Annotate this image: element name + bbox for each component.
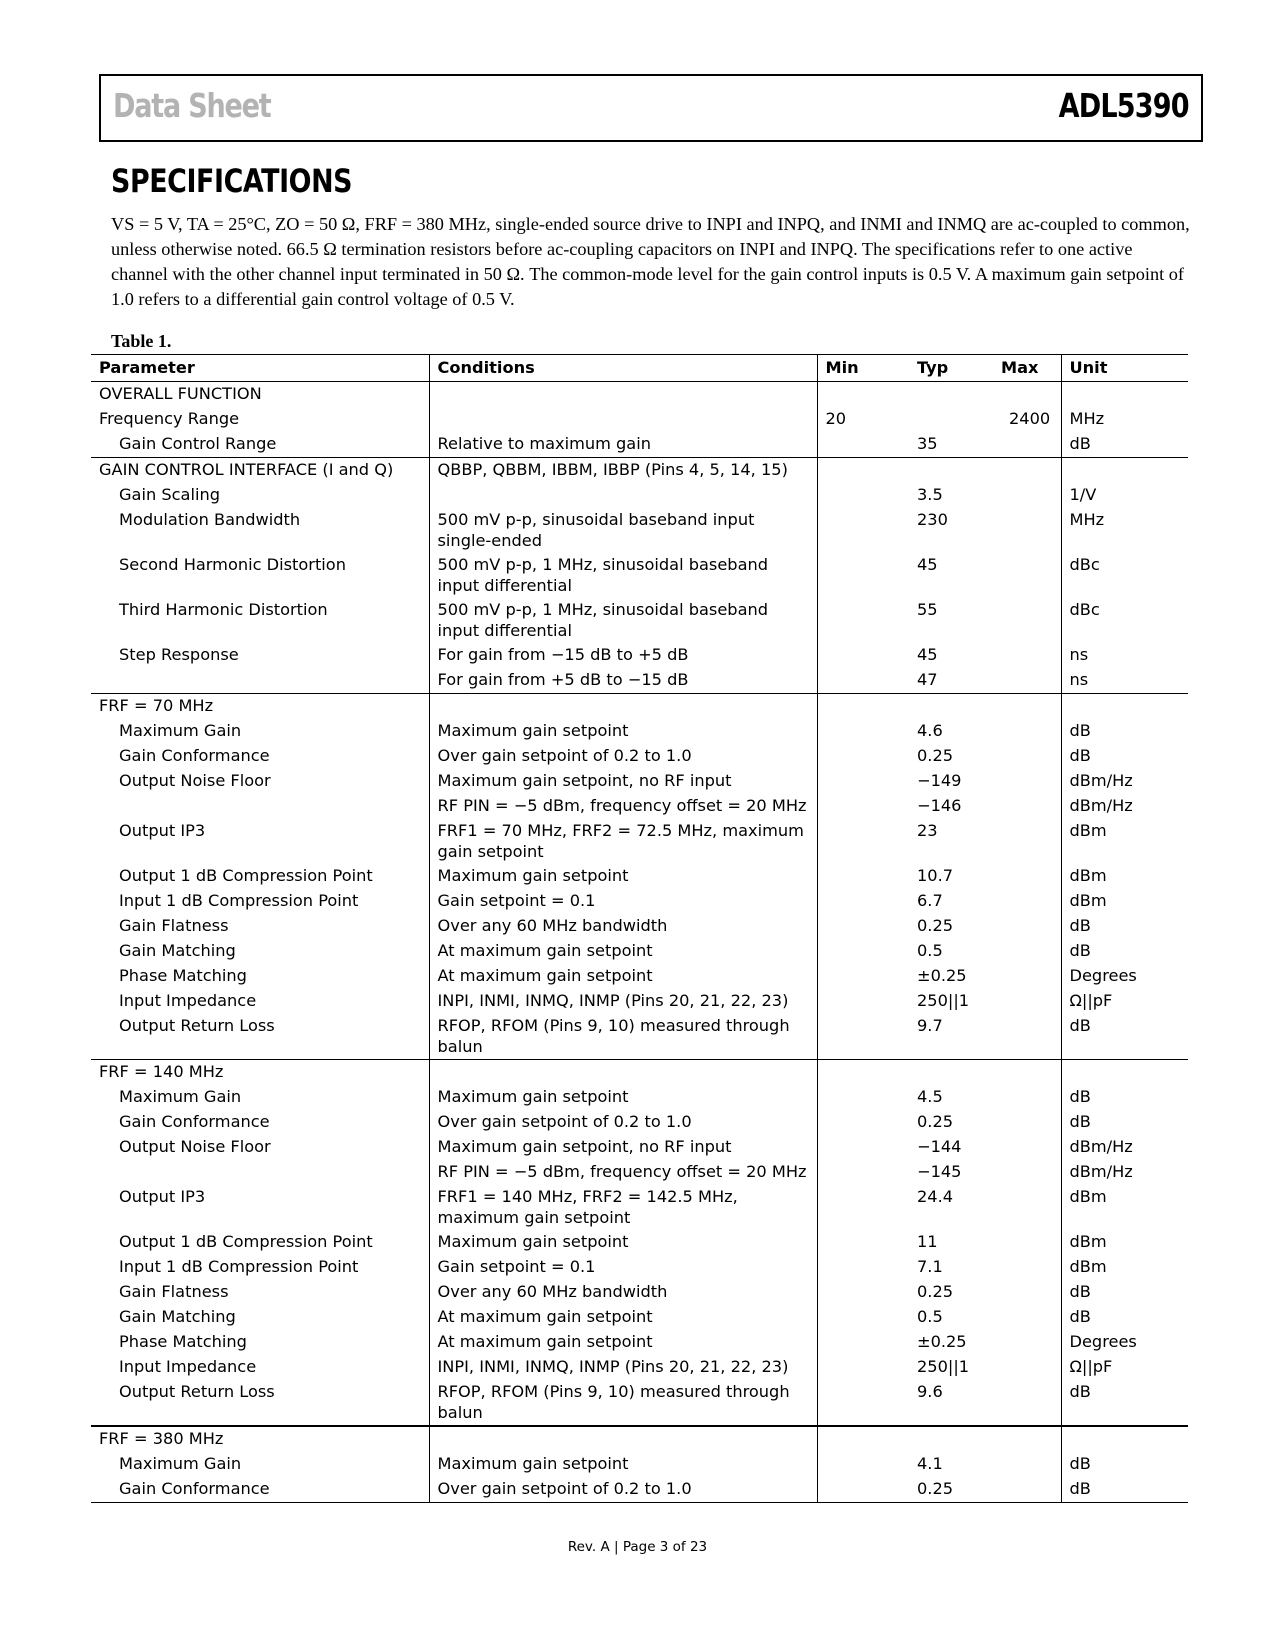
cell-parameter: FRF = 380 MHz — [91, 1426, 429, 1452]
cell-unit: dB — [1069, 941, 1091, 960]
cell-unit: dB — [1069, 916, 1091, 935]
table-row — [91, 1452, 1188, 1477]
table-row — [91, 889, 1188, 914]
cell-unit: dBc — [1069, 600, 1100, 619]
header-part-number: ADL5390 — [1058, 86, 1189, 125]
cell-min — [817, 1085, 909, 1110]
cell-conditions: Over gain setpoint of 0.2 to 1.0 — [429, 744, 817, 769]
cell-typ: 0.25 — [917, 1282, 954, 1301]
cell-conditions: Relative to maximum gain — [429, 432, 817, 458]
cell-min — [817, 1477, 909, 1503]
cell-max — [1001, 1135, 1061, 1160]
cell-max — [1001, 553, 1061, 598]
cell-unit: dBm/Hz — [1069, 796, 1133, 815]
cell-typ: 0.25 — [909, 1477, 1001, 1503]
cell-unit: dBm/Hz — [1069, 1137, 1133, 1156]
header-conditions: Conditions — [429, 355, 817, 382]
cell-unit: dB — [1069, 721, 1091, 740]
table-row — [91, 914, 1188, 939]
table-row — [91, 1230, 1188, 1255]
cell-typ — [909, 694, 1001, 720]
cell-typ: −149 — [917, 771, 962, 790]
cell-max — [1001, 1160, 1061, 1185]
cell-typ: 0.25 — [917, 916, 954, 935]
table-row — [91, 1160, 1188, 1185]
cell-min — [817, 1060, 909, 1086]
cell-unit: dB — [1069, 1307, 1091, 1326]
table-row — [91, 1355, 1188, 1380]
cell-unit — [1061, 1060, 1188, 1086]
cell-min — [817, 1255, 909, 1280]
specifications-table — [91, 354, 1188, 1503]
table-row — [91, 598, 1188, 643]
cell-conditions: Maximum gain setpoint — [429, 1230, 817, 1255]
table-row — [91, 989, 1188, 1014]
cell-conditions: 500 mV p-p, 1 MHz, sinusoidal baseband input differential — [429, 598, 817, 643]
cell-min — [817, 889, 909, 914]
cell-unit: dBm — [1069, 1257, 1107, 1276]
cell-min — [817, 864, 909, 889]
intro-paragraph — [111, 212, 1191, 312]
cell-max — [1001, 939, 1061, 964]
cell-min — [817, 643, 909, 668]
cell-typ: ±0.25 — [917, 966, 967, 985]
cell-conditions: Maximum gain setpoint — [429, 1452, 817, 1477]
cell-max — [1001, 744, 1061, 769]
table-row — [91, 1477, 1188, 1503]
table-group-row — [91, 694, 1188, 720]
cell-typ: 0.5 — [917, 1307, 943, 1326]
cell-unit: ns — [1069, 645, 1089, 664]
cell-conditions: 500 mV p-p, sinusoidal baseband input single-ended — [429, 508, 817, 553]
table-group-row — [91, 382, 1188, 408]
cell-typ: 9.6 — [917, 1382, 943, 1401]
cell-min — [817, 483, 909, 508]
cell-max — [1001, 458, 1061, 484]
cell-unit — [1061, 382, 1188, 408]
table-row — [91, 668, 1188, 694]
cell-min — [817, 1110, 909, 1135]
cell-conditions: At maximum gain setpoint — [429, 964, 817, 989]
cell-unit: dB — [1069, 746, 1091, 765]
cell-unit: Ω||pF — [1069, 1357, 1113, 1376]
cell-parameter — [91, 794, 429, 819]
cell-typ: 0.25 — [917, 746, 954, 765]
cell-min — [817, 819, 909, 864]
cell-parameter: Input Impedance — [91, 989, 429, 1014]
cell-max — [1001, 864, 1061, 889]
cell-min — [817, 1330, 909, 1355]
cell-unit: MHz — [1069, 409, 1105, 428]
table-row — [91, 1280, 1188, 1305]
cell-min — [817, 744, 909, 769]
cell-min — [817, 598, 909, 643]
cell-conditions: RF PIN = −5 dBm, frequency offset = 20 MHz — [429, 1160, 817, 1185]
cell-typ: 45 — [917, 645, 938, 664]
cell-min — [817, 914, 909, 939]
cell-parameter: Gain Conformance — [91, 1110, 429, 1135]
cell-conditions — [429, 382, 817, 408]
header-parameter: Parameter — [91, 355, 429, 382]
table-row — [91, 1380, 1188, 1426]
cell-min — [817, 1280, 909, 1305]
cell-max — [1001, 1014, 1061, 1060]
table-row — [91, 769, 1188, 794]
cell-max — [1001, 382, 1061, 408]
cell-conditions: INPI, INMI, INMQ, INMP (Pins 20, 21, 22, 23) — [429, 1355, 817, 1380]
cell-max — [1001, 1280, 1061, 1305]
cell-parameter: Output Noise Floor — [91, 1135, 429, 1160]
header-doc-type: Data Sheet — [113, 86, 271, 125]
cell-conditions — [429, 694, 817, 720]
cell-conditions: RFOP, RFOM (Pins 9, 10) measured through balun — [429, 1014, 817, 1060]
cell-conditions: INPI, INMI, INMQ, INMP (Pins 20, 21, 22, 23) — [429, 989, 817, 1014]
cell-max — [1001, 1426, 1061, 1452]
cell-max — [1001, 769, 1061, 794]
section-title: SPECIFICATIONS — [111, 162, 353, 200]
cell-min — [817, 1355, 909, 1380]
cell-parameter: Input Impedance — [91, 1355, 429, 1380]
cell-unit: MHz — [1069, 510, 1105, 529]
table-row — [91, 1085, 1188, 1110]
cell-conditions: Maximum gain setpoint, no RF input — [429, 769, 817, 794]
cell-typ: 9.7 — [917, 1016, 943, 1035]
cell-parameter: Gain Flatness — [91, 1280, 429, 1305]
cell-parameter — [91, 668, 429, 694]
cell-typ: 55 — [917, 600, 938, 619]
cell-min — [817, 1452, 909, 1477]
cell-min — [817, 1305, 909, 1330]
table-group-row — [91, 1060, 1188, 1086]
table-row — [91, 864, 1188, 889]
cell-max — [1001, 964, 1061, 989]
cell-typ: 4.6 — [917, 721, 943, 740]
cell-conditions: Over any 60 MHz bandwidth — [429, 1280, 817, 1305]
cell-typ: 3.5 — [917, 485, 943, 504]
header-unit: Unit — [1061, 355, 1188, 382]
cell-min — [817, 769, 909, 794]
cell-parameter: Second Harmonic Distortion — [91, 553, 429, 598]
cell-parameter — [91, 1160, 429, 1185]
cell-min — [817, 1230, 909, 1255]
cell-typ: 45 — [917, 555, 938, 574]
cell-max — [1001, 643, 1061, 668]
cell-typ: 24.4 — [917, 1187, 954, 1206]
cell-parameter: Gain Scaling — [91, 483, 429, 508]
cell-unit: dBc — [1069, 555, 1100, 574]
cell-max — [1001, 1355, 1061, 1380]
cell-max — [1001, 889, 1061, 914]
cell-parameter: Output Return Loss — [91, 1380, 429, 1426]
table-row — [91, 744, 1188, 769]
cell-conditions: 500 mV p-p, 1 MHz, sinusoidal baseband input differential — [429, 553, 817, 598]
cell-conditions: Maximum gain setpoint, no RF input — [429, 1135, 817, 1160]
cell-conditions — [429, 483, 817, 508]
cell-parameter: Output 1 dB Compression Point — [91, 864, 429, 889]
cell-max — [1001, 432, 1061, 458]
table-row — [91, 1330, 1188, 1355]
cell-unit: dBm — [1069, 866, 1107, 885]
cell-min — [817, 964, 909, 989]
cell-typ: 35 — [917, 434, 938, 453]
cell-max — [1001, 483, 1061, 508]
cell-max — [1001, 1330, 1061, 1355]
cell-min — [817, 458, 909, 484]
page-footer: Rev. A | Page 3 of 23 — [567, 1539, 708, 1555]
cell-unit: dB — [1069, 1454, 1091, 1473]
cell-min — [817, 1185, 909, 1230]
cell-min — [817, 1426, 909, 1452]
table-row — [91, 1185, 1188, 1230]
cell-unit — [1061, 1426, 1188, 1452]
cell-unit: 1/V — [1069, 485, 1097, 504]
cell-max — [1001, 1085, 1061, 1110]
cell-parameter: Step Response — [91, 643, 429, 668]
table-row — [91, 1255, 1188, 1280]
cell-parameter: Input 1 dB Compression Point — [91, 889, 429, 914]
cell-parameter: Modulation Bandwidth — [91, 508, 429, 553]
table-row — [91, 407, 1188, 432]
cell-conditions: At maximum gain setpoint — [429, 1305, 817, 1330]
table-row — [91, 1110, 1188, 1135]
cell-min: 20 — [825, 409, 847, 428]
cell-unit: Degrees — [1069, 966, 1137, 985]
cell-parameter: Output 1 dB Compression Point — [91, 1230, 429, 1255]
cell-max — [1001, 914, 1061, 939]
cell-parameter: Phase Matching — [91, 1330, 429, 1355]
cell-unit: dBm — [1069, 1187, 1107, 1206]
cell-max — [1001, 719, 1061, 744]
cell-min — [817, 794, 909, 819]
table-row — [91, 643, 1188, 668]
cell-parameter: Gain Conformance — [91, 1477, 429, 1503]
cell-max — [1001, 1110, 1061, 1135]
cell-typ: 23 — [917, 821, 938, 840]
cell-typ: 250||1 — [917, 991, 970, 1010]
cell-max — [1001, 1477, 1061, 1503]
cell-min — [817, 694, 909, 720]
cell-max — [1001, 508, 1061, 553]
cell-parameter: Output Return Loss — [91, 1014, 429, 1060]
cell-parameter: Maximum Gain — [91, 1085, 429, 1110]
cell-conditions: FRF1 = 140 MHz, FRF2 = 142.5 MHz, maximum gain setpoint — [429, 1185, 817, 1230]
cell-parameter: Output IP3 — [91, 1185, 429, 1230]
cell-min — [817, 432, 909, 458]
cell-typ: 250||1 — [917, 1357, 970, 1376]
table-row — [91, 508, 1188, 553]
cell-parameter: Output Noise Floor — [91, 769, 429, 794]
cell-typ: −144 — [917, 1137, 962, 1156]
cell-conditions: Maximum gain setpoint — [429, 864, 817, 889]
table-row — [91, 553, 1188, 598]
cell-min — [817, 939, 909, 964]
cell-min — [817, 719, 909, 744]
cell-min — [817, 1014, 909, 1060]
cell-max — [1001, 1185, 1061, 1230]
header-typ: Typ — [909, 355, 1001, 382]
cell-conditions: At maximum gain setpoint — [429, 1330, 817, 1355]
cell-unit — [1061, 458, 1188, 484]
table-row — [91, 719, 1188, 744]
cell-conditions: RF PIN = −5 dBm, frequency offset = 20 MHz — [429, 794, 817, 819]
cell-max — [1001, 794, 1061, 819]
cell-min — [817, 668, 909, 694]
cell-max: 2400 — [1001, 407, 1061, 432]
cell-parameter: OVERALL FUNCTION — [91, 382, 429, 408]
cell-max — [1001, 1230, 1061, 1255]
cell-parameter: Maximum Gain — [91, 1452, 429, 1477]
cell-conditions: FRF1 = 70 MHz, FRF2 = 72.5 MHz, maximum gain setpoint — [429, 819, 817, 864]
cell-unit: dBm — [1069, 891, 1107, 910]
cell-parameter: FRF = 140 MHz — [91, 1060, 429, 1086]
cell-typ: 230 — [917, 510, 948, 529]
table-group-row — [91, 458, 1188, 484]
cell-min — [817, 553, 909, 598]
cell-max — [1001, 598, 1061, 643]
cell-conditions: Over gain setpoint of 0.2 to 1.0 — [429, 1110, 817, 1135]
cell-typ: 11 — [917, 1232, 938, 1251]
table-row — [91, 432, 1188, 458]
cell-typ: 10.7 — [917, 866, 954, 885]
cell-unit: dB — [1069, 1282, 1091, 1301]
table-row — [91, 794, 1188, 819]
cell-max — [1001, 1452, 1061, 1477]
cell-parameter: Third Harmonic Distortion — [91, 598, 429, 643]
cell-min — [817, 1135, 909, 1160]
cell-max — [1001, 668, 1061, 694]
cell-parameter: Output IP3 — [91, 819, 429, 864]
cell-conditions: Over gain setpoint of 0.2 to 1.0 — [429, 1477, 817, 1503]
cell-unit: Degrees — [1069, 1332, 1137, 1351]
cell-conditions: RFOP, RFOM (Pins 9, 10) measured through balun — [429, 1380, 817, 1426]
cell-typ: 4.1 — [917, 1454, 943, 1473]
cell-min — [817, 989, 909, 1014]
cell-typ: 7.1 — [917, 1257, 943, 1276]
cell-typ — [909, 1426, 1001, 1452]
cell-typ: 0.5 — [917, 941, 943, 960]
table-row — [91, 964, 1188, 989]
table-row — [91, 483, 1188, 508]
table-row — [91, 1135, 1188, 1160]
cell-unit: dB — [1069, 1087, 1091, 1106]
cell-unit: dBm/Hz — [1069, 771, 1133, 790]
cell-min — [817, 382, 909, 408]
cell-conditions: QBBP, QBBM, IBBM, IBBP (Pins 4, 5, 14, 15) — [429, 458, 817, 484]
cell-unit: dBm — [1069, 1232, 1107, 1251]
cell-unit: dB — [1069, 434, 1091, 453]
table-row — [91, 819, 1188, 864]
table-row — [91, 1305, 1188, 1330]
header-min: Min — [817, 355, 909, 382]
table-row — [91, 939, 1188, 964]
cell-typ — [909, 458, 1001, 484]
cell-parameter: FRF = 70 MHz — [91, 694, 429, 720]
cell-conditions: For gain from +5 dB to −15 dB — [429, 668, 817, 694]
table-group-row — [91, 1426, 1188, 1452]
cell-parameter: GAIN CONTROL INTERFACE (I and Q) — [91, 458, 429, 484]
cell-typ: −145 — [917, 1162, 962, 1181]
cell-max — [1001, 1060, 1061, 1086]
header-max: Max — [1001, 355, 1061, 382]
cell-max — [1001, 1305, 1061, 1330]
cell-conditions — [429, 407, 817, 432]
cell-unit: dB — [1069, 1382, 1091, 1401]
cell-min — [817, 1160, 909, 1185]
cell-typ: 4.5 — [917, 1087, 943, 1106]
cell-unit: Ω||pF — [1069, 991, 1113, 1010]
cell-conditions: Gain setpoint = 0.1 — [429, 1255, 817, 1280]
cell-unit: dB — [1061, 1477, 1188, 1503]
cell-unit: dB — [1069, 1112, 1091, 1131]
cell-parameter: Phase Matching — [91, 964, 429, 989]
table-caption: Table 1. — [111, 331, 172, 351]
cell-max — [1001, 694, 1061, 720]
cell-parameter: Input 1 dB Compression Point — [91, 1255, 429, 1280]
cell-typ — [909, 407, 1001, 432]
cell-parameter: Gain Flatness — [91, 914, 429, 939]
cell-parameter: Maximum Gain — [91, 719, 429, 744]
cell-parameter: Frequency Range — [91, 407, 429, 432]
cell-typ: 0.25 — [917, 1112, 954, 1131]
cell-typ — [909, 1060, 1001, 1086]
cell-unit — [1061, 694, 1188, 720]
cell-conditions: Maximum gain setpoint — [429, 1085, 817, 1110]
cell-conditions — [429, 1060, 817, 1086]
cell-conditions: Gain setpoint = 0.1 — [429, 889, 817, 914]
table-row — [91, 1014, 1188, 1060]
intro-text: VS = 5 V, TA = 25°C, ZO = 50 Ω, FRF = 380 MHz, single-ended source drive to INPI and INPQ, and INMI and INMQ are ac-coupled to common, unless otherwise noted. 66.5 Ω termination resistors before ac-coupling capacitors on INPI and INPQ. The specifications refer to one active channel with the other channel input terminated in 50 Ω. The common-mode level for the gain control inputs is 0.5 V. A maximum gain setpoint of 1.0 refers to a differential gain control voltage of 0.5 V. — [111, 214, 1190, 309]
cell-typ: 6.7 — [917, 891, 943, 910]
cell-min — [817, 508, 909, 553]
cell-max — [1001, 819, 1061, 864]
cell-conditions: For gain from −15 dB to +5 dB — [429, 643, 817, 668]
cell-typ: ±0.25 — [917, 1332, 967, 1351]
cell-conditions: At maximum gain setpoint — [429, 939, 817, 964]
cell-max — [1001, 1380, 1061, 1426]
cell-unit: dBm/Hz — [1069, 1162, 1133, 1181]
cell-unit: dBm — [1069, 821, 1107, 840]
page-header — [99, 74, 1203, 142]
cell-typ: 47 — [917, 670, 938, 689]
cell-conditions: Maximum gain setpoint — [429, 719, 817, 744]
table-body — [91, 382, 1188, 1503]
cell-typ: −146 — [917, 796, 962, 815]
cell-max — [1001, 989, 1061, 1014]
table-header-row — [91, 355, 1188, 382]
cell-parameter: Gain Matching — [91, 939, 429, 964]
cell-conditions: Over any 60 MHz bandwidth — [429, 914, 817, 939]
cell-unit: ns — [1069, 670, 1089, 689]
cell-max — [1001, 1255, 1061, 1280]
cell-parameter: Gain Matching — [91, 1305, 429, 1330]
cell-parameter: Gain Control Range — [91, 432, 429, 458]
cell-unit: dB — [1069, 1016, 1091, 1035]
cell-parameter: Gain Conformance — [91, 744, 429, 769]
cell-typ — [909, 382, 1001, 408]
cell-conditions — [429, 1426, 817, 1452]
cell-min — [817, 1380, 909, 1426]
